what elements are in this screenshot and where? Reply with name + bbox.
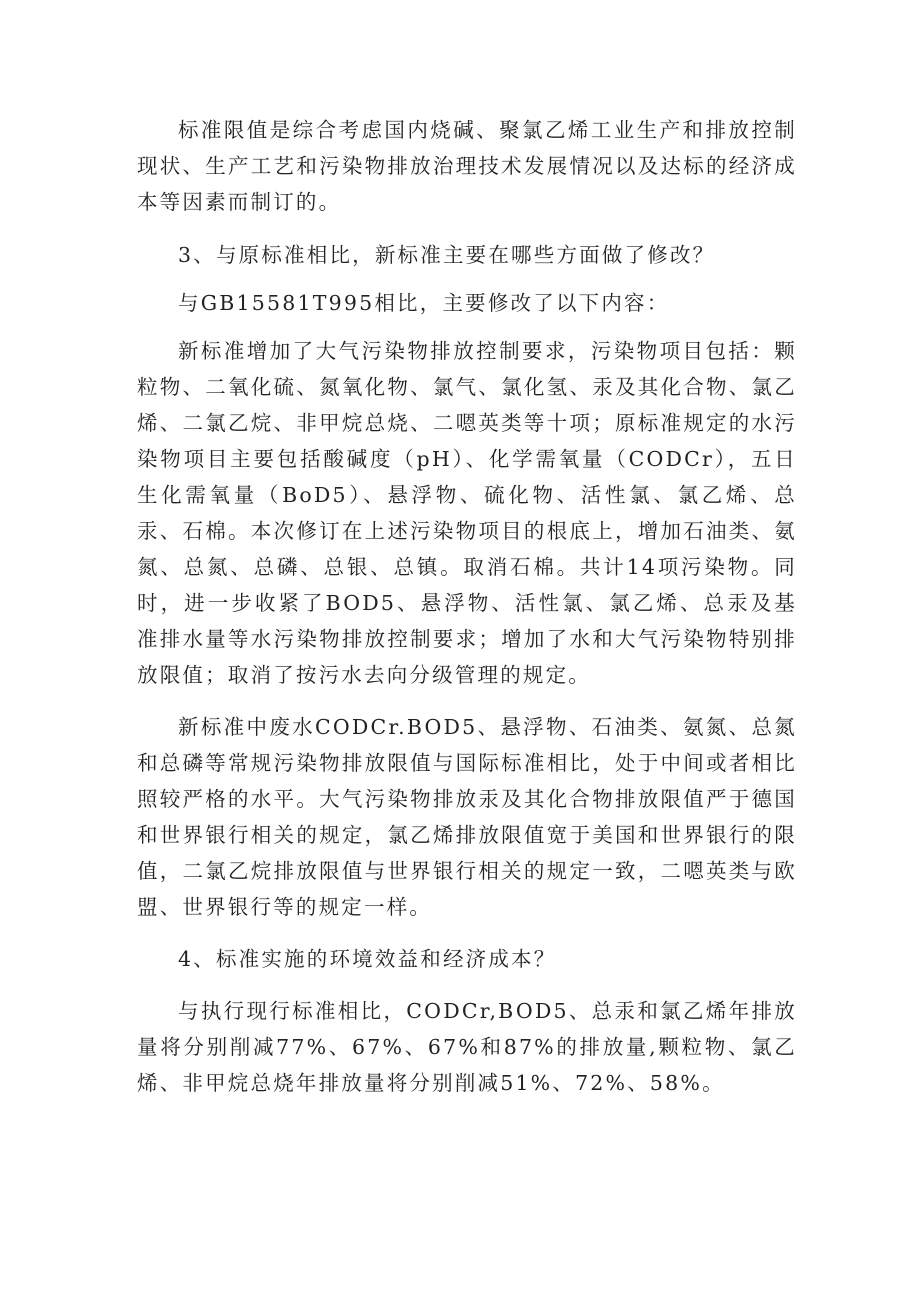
paragraph-new-requirements: 新标准增加了大气污染物排放控制要求，污染物项目包括：颗粒物、二氧化硫、氮氧化物、氯气、氯化氢、汞及其化合物、氯乙烯、二氯乙烷、非甲烷总烧、二嗯英类等十项；原标准规定的水污染物项目主要包括酸碱度（pH）、化学需氧量（CODCr），五日生化需氧量（BoD5）、悬浮物、硫化物、活性氯、氯乙烯、总汞、石棉。本次修订在上述污染物项目的根底上，增加石油类、氨氮、总氮、总磷、总银、总镇。取消石棉。共计14项污染物。同时，进一步收紧了BOD5、悬浮物、活性氯、氯乙烯、总汞及基准排水量等水污染物排放控制要求；增加了水和大气污染物特别排放限值；取消了按污水去向分级管理的规定。 bbox=[137, 339, 797, 687]
heading-question-3: 3、与原标准相比，新标准主要在哪些方面做了修改？ bbox=[178, 243, 716, 267]
paragraph-environmental-benefits: 与执行现行标准相比，CODCr,BOD5、总汞和氯乙烯年排放量将分别削减77%、67%、67%和87%的排放量,颗粒物、氯乙烯、非甲烷总烧年排放量将分别削减51%、72%、58%。 bbox=[137, 999, 797, 1095]
document-page bbox=[137, 112, 797, 1101]
paragraph-comparison-intro: 与GB15581T995相比，主要修改了以下内容： bbox=[178, 291, 670, 315]
heading-question-4: 4、标准实施的环境效益和经济成本？ bbox=[178, 947, 557, 971]
paragraph-standard-limits: 标准限值是综合考虑国内烧碱、聚氯乙烯工业生产和排放控制现状、生产工艺和污染物排放治理技术发展情况以及达标的经济成本等因素而制订的。 bbox=[137, 118, 797, 214]
paragraph-international-comparison: 新标准中废水CODCr.BOD5、悬浮物、石油类、氨氮、总氮和总磷等常规污染物排放限值与国际标准相比，处于中间或者相比照较严格的水平。大气污染物排放汞及其化合物排放限值严于德国和世界银行相关的规定，氯乙烯排放限值宽于美国和世界银行的限值，二氯乙烷排放限值与世界银行相关的规定一致，二嗯英类与欧盟、世界银行等的规定一样。 bbox=[137, 715, 797, 919]
